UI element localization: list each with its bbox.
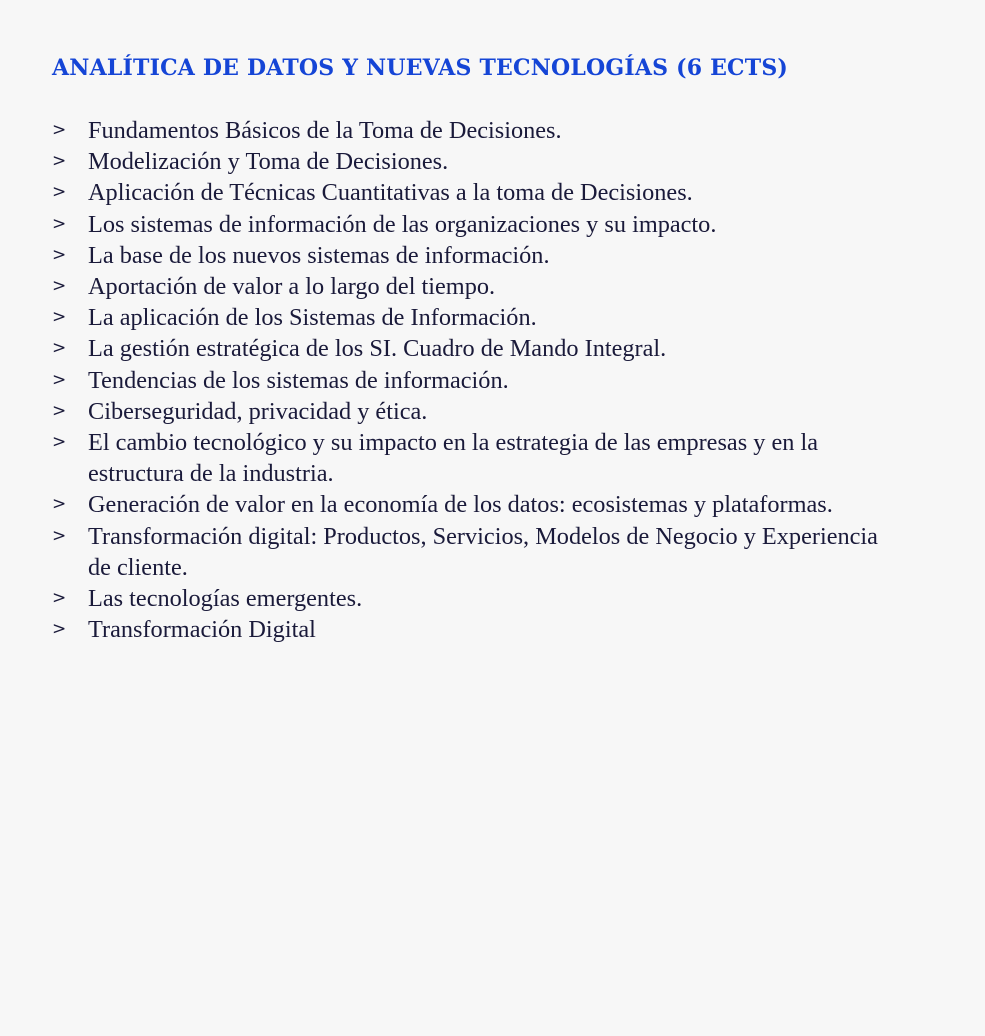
list-item xyxy=(52,427,932,489)
course-content xyxy=(52,52,932,645)
chevron-right-icon: > xyxy=(52,432,67,453)
chevron-right-icon: > xyxy=(52,338,67,359)
list-item xyxy=(52,583,932,614)
list-item-label: Aplicación de Técnicas Cuantitativas a la toma de Decisiones. xyxy=(88,179,693,207)
chevron-right-icon: > xyxy=(52,244,67,265)
list-item-label: La aplicación de los Sistemas de Información. xyxy=(88,304,537,332)
list-item-label: Modelización y Toma de Decisiones. xyxy=(88,148,449,176)
list-item xyxy=(52,115,932,146)
chevron-right-icon: > xyxy=(52,494,67,515)
chevron-right-icon: > xyxy=(52,151,67,172)
list-item-label: Transformación digital: Productos, Servicios, Modelos de Negocio y Experiencia de cliente. xyxy=(88,522,878,581)
chevron-right-icon: > xyxy=(52,182,67,203)
chevron-right-icon: > xyxy=(52,588,67,609)
list-item xyxy=(52,271,932,302)
list-item xyxy=(52,240,932,271)
list-item xyxy=(52,489,932,520)
list-item-label: Los sistemas de información de las organizaciones y su impacto. xyxy=(88,210,717,238)
list-item-label: Ciberseguridad, privacidad y ética. xyxy=(88,397,428,425)
list-item xyxy=(52,333,932,364)
chevron-right-icon: > xyxy=(52,525,67,546)
list-item-label: La base de los nuevos sistemas de información. xyxy=(88,241,550,269)
course-title: ANALÍTICA DE DATOS Y NUEVAS TECNOLOGÍAS (6 ECTS) xyxy=(52,55,789,81)
topic-list xyxy=(52,115,932,645)
list-item-label: Generación de valor en la economía de los datos: ecosistemas y plataformas. xyxy=(88,491,833,519)
chevron-right-icon: > xyxy=(52,213,67,234)
list-item xyxy=(52,365,932,396)
list-item-label: Aportación de valor a lo largo del tiempo. xyxy=(88,273,496,301)
chevron-right-icon: > xyxy=(52,369,67,390)
chevron-right-icon: > xyxy=(52,276,67,297)
list-item xyxy=(52,302,932,333)
list-item-label: Tendencias de los sistemas de información. xyxy=(88,366,509,394)
list-item xyxy=(52,614,932,645)
list-item xyxy=(52,396,932,427)
chevron-right-icon: > xyxy=(52,307,67,328)
list-item xyxy=(52,209,932,240)
list-item xyxy=(52,146,932,177)
chevron-right-icon: > xyxy=(52,619,67,640)
list-item-label: Las tecnologías emergentes. xyxy=(88,585,363,613)
chevron-right-icon: > xyxy=(52,400,67,421)
list-item-label: El cambio tecnológico y su impacto en la estrategia de las empresas y en la estructura de la industria. xyxy=(88,429,818,488)
list-item-label: La gestión estratégica de los SI. Cuadro de Mando Integral. xyxy=(88,335,667,363)
chevron-right-icon: > xyxy=(52,120,67,140)
list-item-label: Transformación Digital xyxy=(88,616,316,644)
list-item-label: Fundamentos Básicos de la Toma de Decisiones. xyxy=(88,117,562,144)
list-item xyxy=(52,177,932,208)
list-item xyxy=(52,521,932,583)
